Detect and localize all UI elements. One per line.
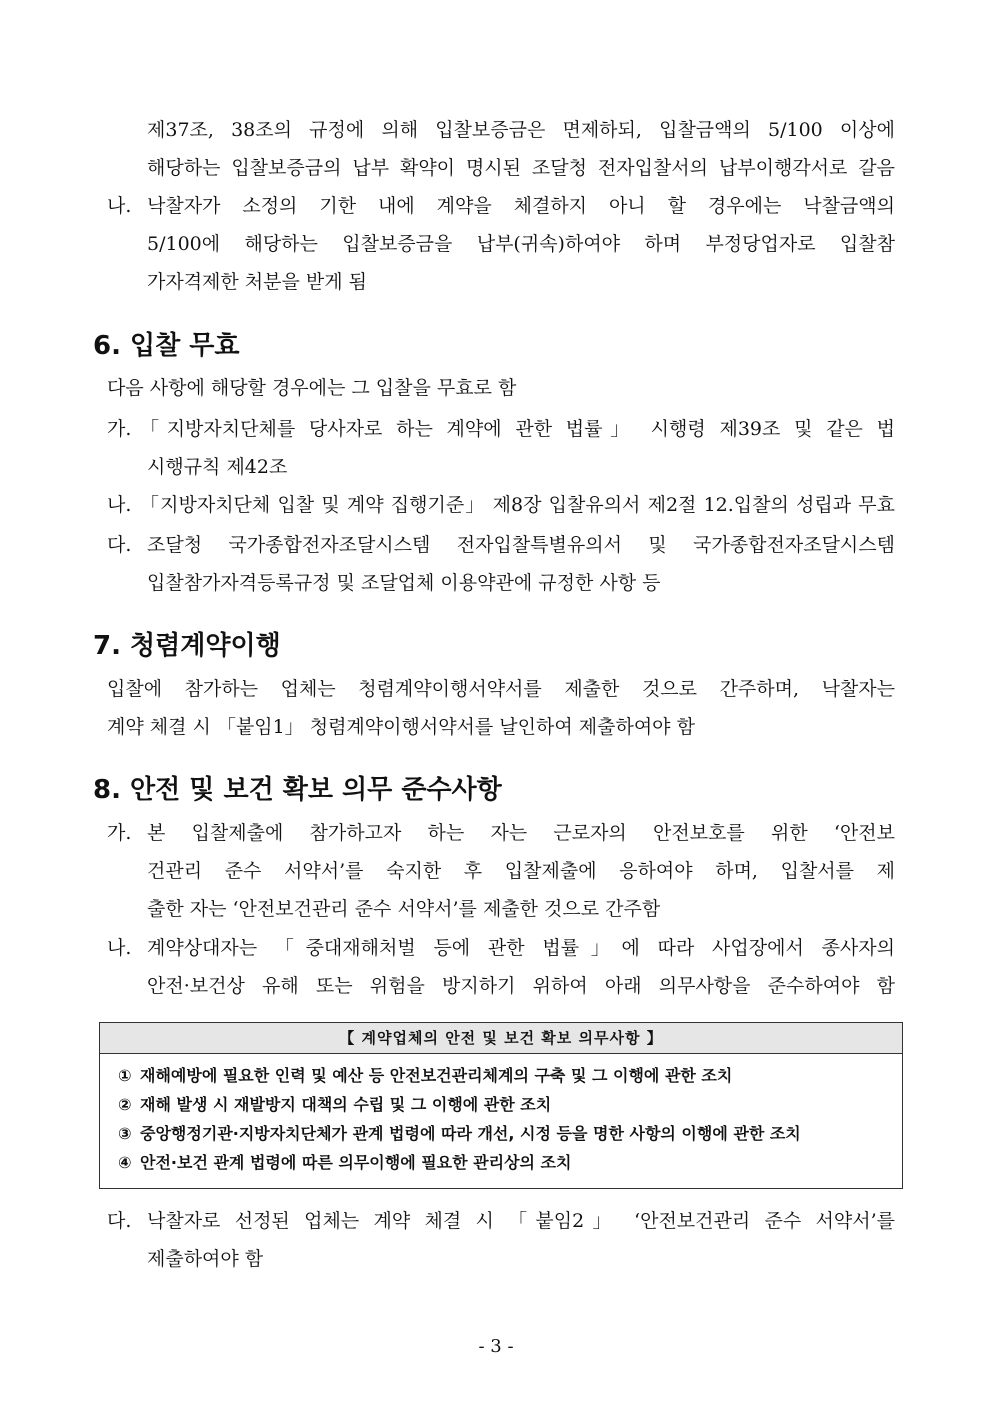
body-text-line: 5/100에 해당하는 입찰보증금을 납부(귀속)하여야 하며 부정당업자로 입찰참 (147, 233, 895, 255)
list-marker: 다. (107, 1210, 132, 1232)
body-text-line: 「지방자치단체 입찰 및 계약 집행기준」 제8장 입찰유의서 제2절 12.입찰의 성립과 무효 (140, 494, 895, 516)
obligation-item (118, 1065, 732, 1087)
body-text-line: 다음 사항에 해당할 경우에는 그 입찰을 무효로 함 (107, 377, 517, 399)
page-number: - 3 - (478, 1336, 514, 1357)
body-text-line: 시행규칙 제42조 (147, 456, 288, 478)
list-marker: 나. (107, 937, 132, 959)
body-text-line: 가자격제한 처분을 받게 됨 (147, 271, 368, 293)
body-text-line: 해당하는 입찰보증금의 납부 확약이 명시된 조달청 전자입찰서의 납부이행각서로 갈음 (147, 157, 895, 179)
body-text-line: 건관리 준수 서약서’를 숙지한 후 입찰제출에 응하여야 하며, 입찰서를 제 (147, 860, 895, 882)
section-heading: 8. 안전 및 보건 확보 의무 준수사항 (93, 775, 502, 805)
obligation-item (118, 1123, 801, 1145)
obligation-text: 중앙행정기관·지방자치단체가 관계 법령에 따라 개선, 시정 등을 명한 사항의 이행에 관한 조치 (140, 1124, 801, 1143)
body-text-line: 입찰에 참가하는 업체는 청렴계약이행서약서를 제출한 것으로 간주하며, 낙찰자는 (107, 678, 895, 700)
body-text-line: 「지방자치단체를 당사자로 하는 계약에 관한 법률」 시행령 제39조 및 같은 법 (140, 418, 895, 440)
obligations-box-header: 【 계약업체의 안전 및 보건 확보 의무사항 】 (100, 1023, 902, 1054)
body-text-line: 계약 체결 시 「붙임1」 청렴계약이행서약서를 날인하여 제출하여야 함 (107, 716, 695, 738)
obligation-text: 안전·보건 관계 법령에 따른 의무이행에 필요한 관리상의 조치 (140, 1153, 572, 1172)
obligation-number: ④ (118, 1153, 132, 1172)
body-text-line: 계약상대자는 「중대재해처벌 등에 관한 법률」에 따라 사업장에서 종사자의 (147, 937, 895, 959)
body-text-line: 낙찰자로 선정된 업체는 계약 체결 시 「붙임2」 ‘안전보건관리 준수 서약서’를 (147, 1210, 895, 1232)
list-marker: 나. (107, 195, 132, 217)
obligation-text: 재해예방에 필요한 인력 및 예산 등 안전보건관리체계의 구축 및 그 이행에 관한 조치 (140, 1066, 733, 1085)
obligation-number: ① (118, 1066, 132, 1085)
list-marker: 다. (107, 534, 132, 556)
obligation-item (118, 1094, 551, 1116)
section-heading: 6. 입찰 무효 (93, 331, 240, 361)
body-text-line: 입찰참가자격등록규정 및 조달업체 이용약관에 규정한 사항 등 (147, 572, 661, 594)
body-text-line: 조달청 국가종합전자조달시스템 전자입찰특별유의서 및 국가종합전자조달시스템 (147, 534, 895, 556)
body-text-line: 출한 자는 ‘안전보건관리 준수 서약서’를 제출한 것으로 간주함 (147, 898, 661, 920)
obligations-box (99, 1022, 903, 1189)
list-marker: 나. (107, 494, 132, 516)
body-text-line: 제37조, 38조의 규정에 의해 입찰보증금은 면제하되, 입찰금액의 5/100 이상에 (147, 119, 895, 141)
obligation-item (118, 1152, 571, 1174)
obligation-number: ③ (118, 1124, 132, 1143)
body-text-line: 안전·보건상 유해 또는 위험을 방지하기 위하여 아래 의무사항을 준수하여야 함 (147, 975, 895, 997)
obligation-number: ② (118, 1095, 132, 1114)
body-text-line: 낙찰자가 소정의 기한 내에 계약을 체결하지 아니 할 경우에는 낙찰금액의 (147, 195, 895, 217)
list-marker: 가. (107, 822, 132, 844)
section-heading: 7. 청렴계약이행 (93, 631, 281, 661)
body-text-line: 본 입찰제출에 참가하고자 하는 자는 근로자의 안전보호를 위한 ‘안전보 (147, 822, 895, 844)
body-text-line: 제출하여야 함 (147, 1248, 264, 1270)
obligation-text: 재해 발생 시 재발방지 대책의 수립 및 그 이행에 관한 조치 (140, 1095, 552, 1114)
list-marker: 가. (107, 418, 132, 440)
